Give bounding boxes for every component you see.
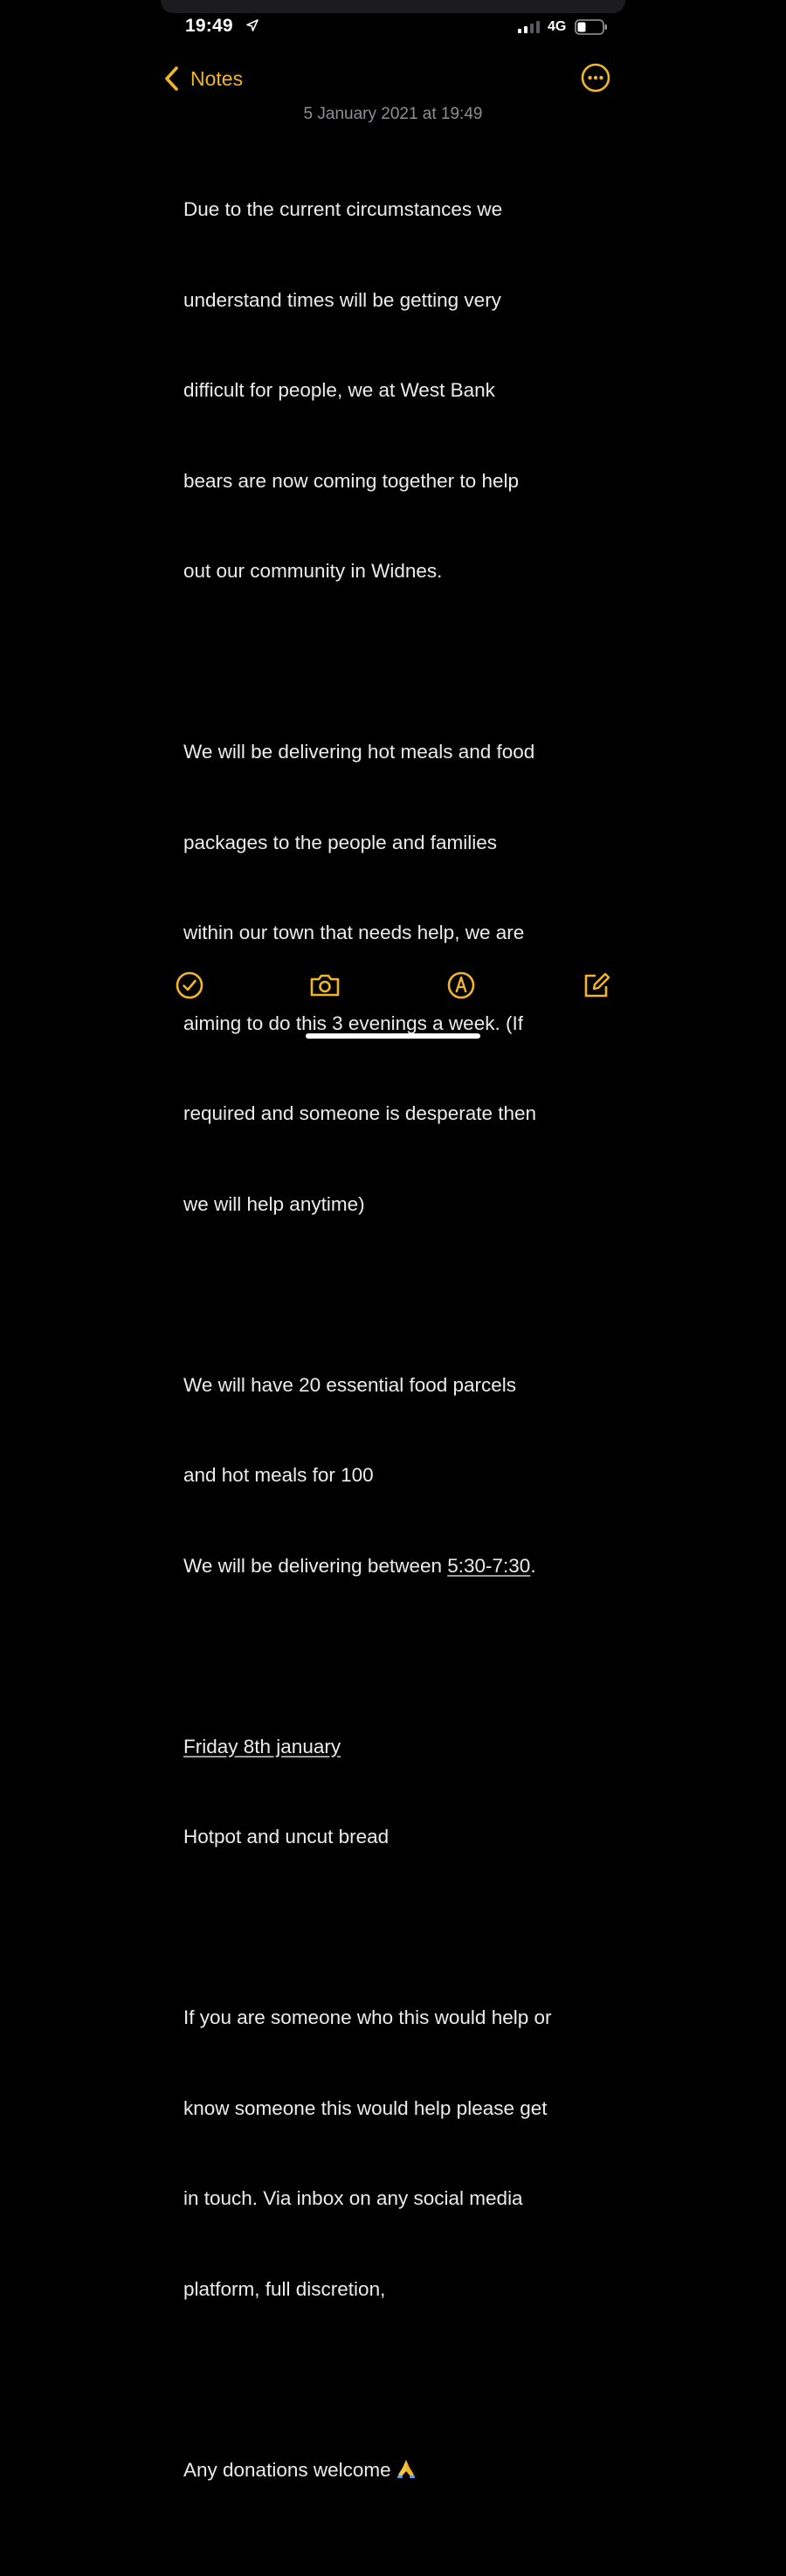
- note-paragraph: [183, 1672, 611, 1913]
- note-line: [183, 1732, 611, 1763]
- network-type: 4G: [548, 19, 567, 34]
- back-button[interactable]: [162, 64, 243, 93]
- status-time: 19:49: [185, 16, 233, 36]
- note-line: out our community in Widnes.: [183, 560, 443, 582]
- note-paragraph: [183, 2395, 611, 2546]
- status-bar: [0, 0, 786, 52]
- note-line: know someone this would help please get: [183, 2096, 548, 2119]
- note-line: within our town that needs help, we are: [183, 922, 525, 943]
- note-body[interactable]: [183, 135, 611, 2576]
- note-line: difficult for people, we at West Bank: [183, 379, 495, 401]
- ellipsis-circle-icon[interactable]: [581, 63, 610, 93]
- checklist-icon[interactable]: [172, 968, 207, 1003]
- battery-icon: [575, 19, 608, 35]
- camera-icon[interactable]: [307, 968, 342, 1003]
- note-line: We will be delivering hot meals and food: [183, 741, 535, 763]
- note-line: bears are now coming together to help: [183, 469, 519, 492]
- note-paragraph: [183, 1943, 611, 2365]
- markup-pen-icon[interactable]: [444, 968, 479, 1003]
- note-paragraph: [183, 135, 611, 647]
- note-line: understand times will be getting very: [183, 288, 501, 311]
- back-label: Notes: [190, 66, 244, 90]
- note-line: packages to the people and families: [183, 831, 497, 853]
- note-line: [183, 2455, 611, 2486]
- note-paragraph: [183, 1310, 611, 1642]
- note-line: and hot meals for 100: [183, 1464, 374, 1486]
- note-line: Due to the current circumstances we: [183, 198, 503, 220]
- note-line: platform, full discretion,: [183, 2277, 386, 2300]
- cellular-signal-icon: [518, 21, 541, 33]
- bottom-toolbar: [0, 961, 786, 1013]
- location-arrow-icon: [246, 19, 259, 31]
- note-line: [183, 1551, 611, 1582]
- note-line: we will help anytime): [183, 1192, 365, 1215]
- delivery-time-link[interactable]: 5:30-7:30: [447, 1554, 531, 1577]
- closing-text: Any donations welcome: [183, 2458, 391, 2481]
- note-line: in touch. Via inbox on any social media: [183, 2187, 523, 2209]
- chevron-left-icon: [162, 66, 182, 92]
- note-line: We will have 20 essential food parcels: [183, 1373, 517, 1396]
- date-link[interactable]: Friday 8th january: [183, 1735, 341, 1758]
- delivery-suffix: .: [530, 1554, 536, 1577]
- home-indicator[interactable]: [306, 1033, 480, 1039]
- folded-hands-emoji-icon: [395, 2457, 417, 2480]
- note-line: If you are someone who this would help or: [183, 2006, 552, 2028]
- delivery-prefix: We will be delivering between: [183, 1554, 448, 1577]
- note-line: aiming to do this 3 evenings a week. (If: [183, 1012, 523, 1034]
- note-line: Hotpot and uncut bread: [183, 1826, 390, 1847]
- compose-icon[interactable]: [579, 968, 614, 1003]
- note-date: 5 January 2021 at 19:49: [303, 105, 483, 123]
- note-line: required and someone is desperate then: [183, 1102, 537, 1124]
